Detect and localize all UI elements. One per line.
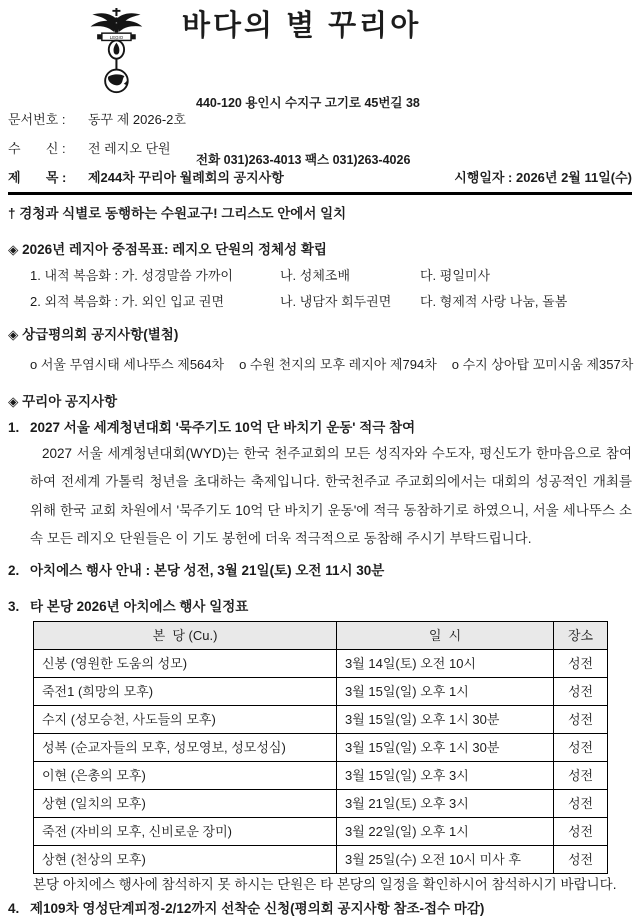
svg-text:LEGIO: LEGIO <box>109 34 123 40</box>
cell-datetime: 3월 15일(일) 오후 3시 <box>337 761 554 789</box>
acies-schedule-table <box>33 621 608 874</box>
cell-parish: 성복 (순교자들의 모후, 성모영보, 성모성심) <box>34 733 337 761</box>
item-number: 2. <box>8 562 20 578</box>
cell-place: 성전 <box>554 845 608 873</box>
cell-parish: 상현 (일치의 모후) <box>34 789 337 817</box>
cell-parish: 죽전1 (희망의 모후) <box>34 677 337 705</box>
curia-section-title: ◈ 꾸리아 공지사항 <box>8 393 118 409</box>
schedule-note: 본당 아치에스 행사에 참석하지 못 하시는 단원은 타 본당의 일정을 확인하시어 참석하시기 바랍니다. <box>33 876 617 892</box>
curia-item-1-body: 2027 서울 세계청년대회(WYD)는 한국 천주교회의 모든 성직자와 수도자, 평신도가 한마음으로 참여하여 전세계 가톨릭 청년을 초대하는 축제입니다. 한국천주교 주교회의에서는 대회의 성공적인 개최를 위해 한국 교회 차원에서 '묵주기도 10억 단 바치기 운동'에 적극 동참하기로 하였으니, 서울 세나뚜스 소속 모든 레지오 단원들은 이 기도 봉헌에 더욱 적극적으로 동참해 주시기 부탁드립니다. <box>30 445 632 546</box>
curia-item-3 <box>8 600 632 614</box>
legion-of-mary-vexillum-icon <box>64 8 168 94</box>
curia-item-2 <box>8 564 632 578</box>
council-items <box>8 358 632 371</box>
item-title: 타 본당 2026년 아치에스 행사 일정표 <box>30 599 249 614</box>
cell-place: 성전 <box>554 761 608 789</box>
goal-col3: 다. 형제적 사랑 나눔, 돌봄 <box>420 294 568 309</box>
effective-date: 시행일자 : 2026년 2월 11일(수) <box>454 170 632 185</box>
curia-item-1 <box>8 421 632 435</box>
recipient-value: 전 레지오 단원 <box>88 141 171 156</box>
cell-place: 성전 <box>554 817 608 845</box>
item-title: 아치에스 행사 안내 : 본당 성전, 3월 21일(토) 오전 11시 30분 <box>30 562 385 578</box>
table-row <box>34 649 608 677</box>
recipient-label: 수 신 : <box>8 141 66 156</box>
cell-place: 성전 <box>554 649 608 677</box>
table-row <box>34 789 608 817</box>
cell-datetime: 3월 15일(일) 오후 1시 30분 <box>337 733 554 761</box>
cell-place: 성전 <box>554 733 608 761</box>
org-address <box>196 56 421 208</box>
item-title: 2027 서울 세계청년대회 '묵주기도 10억 단 바치기 운동' 적극 참여 <box>30 420 416 435</box>
cell-place: 성전 <box>554 677 608 705</box>
col-header-place: 장소 <box>554 621 608 649</box>
goal-row-outer <box>8 295 632 308</box>
org-address-line1: 440-120 용인시 수지구 고기로 45번길 38 <box>196 96 420 110</box>
goal-col2: 나. 냉담자 회두권면 <box>280 294 392 309</box>
org-title: 바다의 별 꾸리아 <box>182 10 422 42</box>
cell-datetime: 3월 14일(토) 오전 10시 <box>337 649 554 677</box>
council-item-senatus: o 서울 무염시태 세나뚜스 제564차 <box>30 356 225 372</box>
col-header-datetime: 일 시 <box>337 621 554 649</box>
cell-datetime: 3월 15일(일) 오후 1시 30분 <box>337 705 554 733</box>
doc-number-value: 동꾸 제 2026-2호 <box>88 112 186 127</box>
goal-row-inner <box>8 269 632 282</box>
table-row <box>34 817 608 845</box>
table-header-row <box>34 621 608 649</box>
council-section-title: ◈ 상급평의회 공지사항(별첨) <box>8 327 179 342</box>
diocese-motto: † 경청과 식별로 동행하는 수원교구! 그리스도 안에서 일치 <box>8 206 347 221</box>
table-row <box>34 733 608 761</box>
cell-parish: 이현 (은총의 모후) <box>34 761 337 789</box>
cell-place: 성전 <box>554 789 608 817</box>
subject-label: 제 목 : <box>8 170 67 185</box>
cell-datetime: 3월 25일(수) 오전 10시 미사 후 <box>337 845 554 873</box>
subject-value: 제244차 꾸리아 월례회의 공지사항 <box>88 170 284 185</box>
cell-datetime: 3월 22일(일) 오후 1시 <box>337 817 554 845</box>
goal-label: 2. 외적 복음화 : 가. 외인 입교 권면 <box>30 294 225 309</box>
item-number: 1. <box>8 420 20 435</box>
table-row <box>34 845 608 873</box>
goal-label: 1. 내적 복음화 : 가. 성경말씀 가까이 <box>30 268 233 283</box>
goal-col3: 다. 평일미사 <box>420 268 491 283</box>
item-title: 제109차 영성단계피정-2/12까지 선착순 신청(평의회 공지사항 참조-접수 마감) <box>30 901 485 916</box>
cell-datetime: 3월 21일(토) 오후 3시 <box>337 789 554 817</box>
table-row <box>34 705 608 733</box>
table-row <box>34 761 608 789</box>
cell-parish: 신봉 (영원한 도움의 성모) <box>34 649 337 677</box>
item-number: 4. <box>8 901 20 916</box>
curia-item-4 <box>8 902 632 916</box>
org-address-line2: 전화 031)263-4013 팩스 031)263-4026 <box>196 153 411 167</box>
council-item-comitium: o 수지 상아탑 꼬미시움 제357차 <box>451 356 634 372</box>
doc-number-label: 문서번호 : <box>8 112 66 127</box>
cell-parish: 수지 (성모승천, 사도들의 모후) <box>34 705 337 733</box>
goals-section-title: ◈ 2026년 레지아 중점목표: 레지오 단원의 정체성 확립 <box>8 241 327 257</box>
cell-datetime: 3월 15일(일) 오후 1시 <box>337 677 554 705</box>
council-item-regia: o 수원 천지의 모후 레지아 제794차 <box>239 356 437 372</box>
table-row <box>34 677 608 705</box>
cell-place: 성전 <box>554 705 608 733</box>
cell-parish: 죽전 (자비의 모후, 신비로운 장미) <box>34 817 337 845</box>
col-header-parish: 본 당 (Cu.) <box>34 621 337 649</box>
cell-parish: 상현 (천상의 모후) <box>34 845 337 873</box>
item-number: 3. <box>8 599 20 614</box>
goal-col2: 나. 성체조배 <box>280 268 351 283</box>
